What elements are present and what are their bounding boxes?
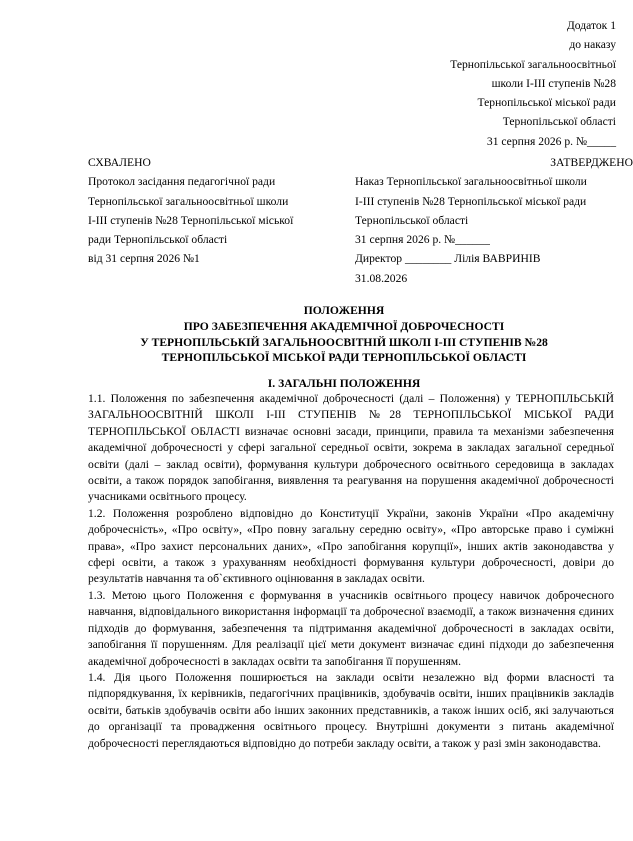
confirmed-line: 31.08.2026: [355, 271, 408, 285]
confirmed-line: Тернопільської області: [355, 213, 469, 227]
approved-line: Протокол засідання педагогічної ради: [88, 175, 276, 189]
section-body: [88, 391, 614, 752]
approved-line: ради Тернопільської області: [88, 233, 228, 247]
heading-line: ПРО ЗАБЕЗПЕЧЕННЯ АКАДЕМІЧНОЇ ДОБРОЧЕСНОСТІ: [183, 319, 505, 333]
appendix-line: Тернопільської області: [502, 115, 616, 129]
approved-line: від 31 серпня 2026 №1: [88, 252, 200, 266]
confirmed-line: Наказ Тернопільської загальноосвітньої школи: [355, 175, 587, 189]
paragraph: 1.2. Положення розроблено відповідно до Конституції України, законів України «Про академічну доброчесність», «Про освіту», «Про повну загальну середню освіту», «Про авторське право і суміжні права», «Про захист персональних даних», «Про запобігання корупції», інших актів законодавства у сфері освіти, а також з урахуванням необхідності формування культури доброчесності, довіри до результатів навчання та об`єктивного оцінювання в закладах освіти.: [88, 506, 614, 586]
paragraph: 1.3. Метою цього Положення є формування в учасників освітнього процесу навичок доброчесного навчання, відповідального використання інформації та доброчесної взаємодії, а також визначення єдиних підходів до формування, забезпечення та підтримання академічної доброчесності в закладах освіти, запобігання її порушенням. Для реалізації цієї мети документ визначає єдині підходи до забезпечення академічної доброчесності в закладах освіти та запобігання її порушенням.: [88, 588, 614, 668]
confirmed-line: І-ІІІ ступенів №28 Тернопільської міської ради: [355, 194, 587, 208]
appendix-line: Тернопільської міської ради: [477, 96, 616, 110]
appendix-block: [450, 16, 616, 151]
appendix-line: Тернопільської загальноосвітньої: [450, 57, 616, 71]
paragraph: 1.1. Положення по забезпечення академічної доброчесності (далі – Положення) у ТЕРНОПІЛЬСЬКІЙ ЗАГАЛЬНООСВІТНІЙ ШКОЛІ І-ІІІ СТУПЕНІВ №28 ТЕРНОПІЛЬСЬКОЇ МІСЬКОЇ РАДИ ТЕРНОПІЛЬСЬКОЇ ОБЛАСТІ визначає основні засади, принципи, правила та механізми забезпечення академічної доброчесності у сфері загальної середньої освіти, зокрема в закладах загальної середньої освіти (далі – заклад освіти), формування культури доброчесного освітнього середовища в закладах освіти, а також порядок запобігання, виявлення та реагування на порушення академічної доброчесності учасниками освітнього процесу.: [88, 392, 614, 504]
appendix-line: школи І-ІІІ ступенів №28: [491, 76, 616, 90]
heading-line: У ТЕРНОПІЛЬСЬКІЙ ЗАГАЛЬНООСВІТНІЙ ШКОЛІ І-ІІІ СТУПЕНІВ №28: [140, 335, 548, 349]
heading-line: ПОЛОЖЕННЯ: [303, 304, 385, 317]
appendix-line: до наказу: [569, 38, 616, 52]
approved-title: СХВАЛЕНО: [88, 156, 151, 169]
paragraph: 1.4. Дія цього Положення поширюється на заклади освіти незалежно від форми власності та підпорядкування, їх керівників, педагогічних працівників, здобувачів освіти, інших працівників закладів освіти, батьків здобувачів освіти або інших законних представників, а також інших осіб, які залучаються до організації та провадження освітнього процесу. Внутрішні документи з питань академічної доброчесності переглядаються відповідно до потреби закладу освіти, а також у разі змін законодавства.: [88, 670, 614, 750]
confirmed-title: ЗАТВЕРДЖЕНО: [550, 156, 633, 169]
appendix-line: 31 серпня 2026 р. №_____: [486, 134, 616, 148]
confirmed-line: 31 серпня 2026 р. №______: [355, 233, 490, 247]
approved-block: [88, 153, 340, 269]
approved-line: І-ІІІ ступенів №28 Тернопільської міської: [88, 213, 294, 227]
confirmed-line: Директор ________ Лілія ВАВРИНІВ: [355, 252, 541, 266]
approved-line: Тернопільської загальноосвітньої школи: [88, 194, 289, 208]
section-title: І. ЗАГАЛЬНІ ПОЛОЖЕННЯ: [267, 377, 421, 390]
document-heading: [88, 303, 600, 366]
heading-line: ТЕРНОПІЛЬСЬКОЇ МІСЬКОЇ РАДИ ТЕРНОПІЛЬСЬКОЇ ОБЛАСТІ: [161, 351, 527, 365]
confirmed-block: [355, 153, 633, 288]
appendix-line: Додаток 1: [566, 19, 616, 32]
